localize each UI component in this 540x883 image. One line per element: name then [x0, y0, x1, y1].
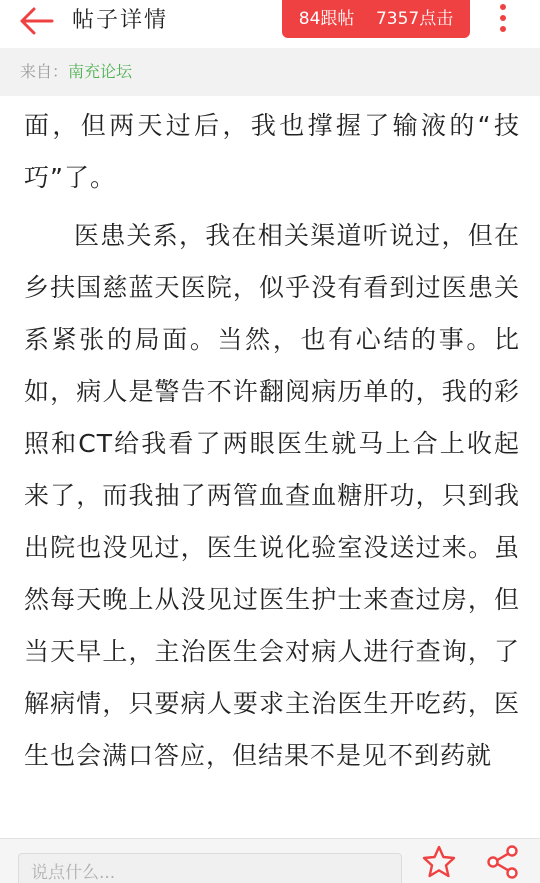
post-stats-badge: [282, 0, 470, 38]
back-button[interactable]: [14, 4, 58, 38]
article-paragraph: 医患关系，我在相关渠道听说过，但在乡扶国慈蓝天医院，似乎没有看到过医患关系紧张的局面。当然，也有心结的事。比如，病人是警告不许翻阅病历单的，我的彩照和CT给我看了两眼医生就马上合上收起来了，而我抽了两管血查血糖肝功，只到我出院也没见过，医生说化验室没送过来。虽然每天晚上从没见过医生护士来查过房，但当天早上，主治医生会对病人进行查询，了解病情，只要病人要求主治医生开吃药，医生也会满口答应，但结果不是见不到药就: [24, 221, 520, 770]
view-count: 7357点击: [375, 9, 454, 29]
article-content: [0, 96, 540, 836]
share-button[interactable]: [484, 843, 522, 881]
article-paragraph: 面，但两天过后，我也撑握了输液的“技巧”了。: [24, 111, 520, 192]
bottom-bar: [0, 838, 540, 883]
top-bar: [0, 0, 540, 48]
share-icon: [484, 843, 522, 881]
back-arrow-icon: [14, 4, 58, 38]
post-source: [0, 48, 540, 96]
more-options-button[interactable]: [488, 2, 518, 36]
favorite-button[interactable]: [420, 843, 458, 881]
comment-input[interactable]: [18, 853, 402, 883]
reply-count: 84跟帖: [298, 9, 355, 29]
more-vertical-icon: [488, 2, 518, 36]
star-icon: [420, 843, 458, 881]
page-title: 帖子详情: [72, 8, 169, 33]
source-label: 来自：: [20, 62, 69, 81]
source-forum-link[interactable]: 南充论坛: [68, 62, 133, 81]
